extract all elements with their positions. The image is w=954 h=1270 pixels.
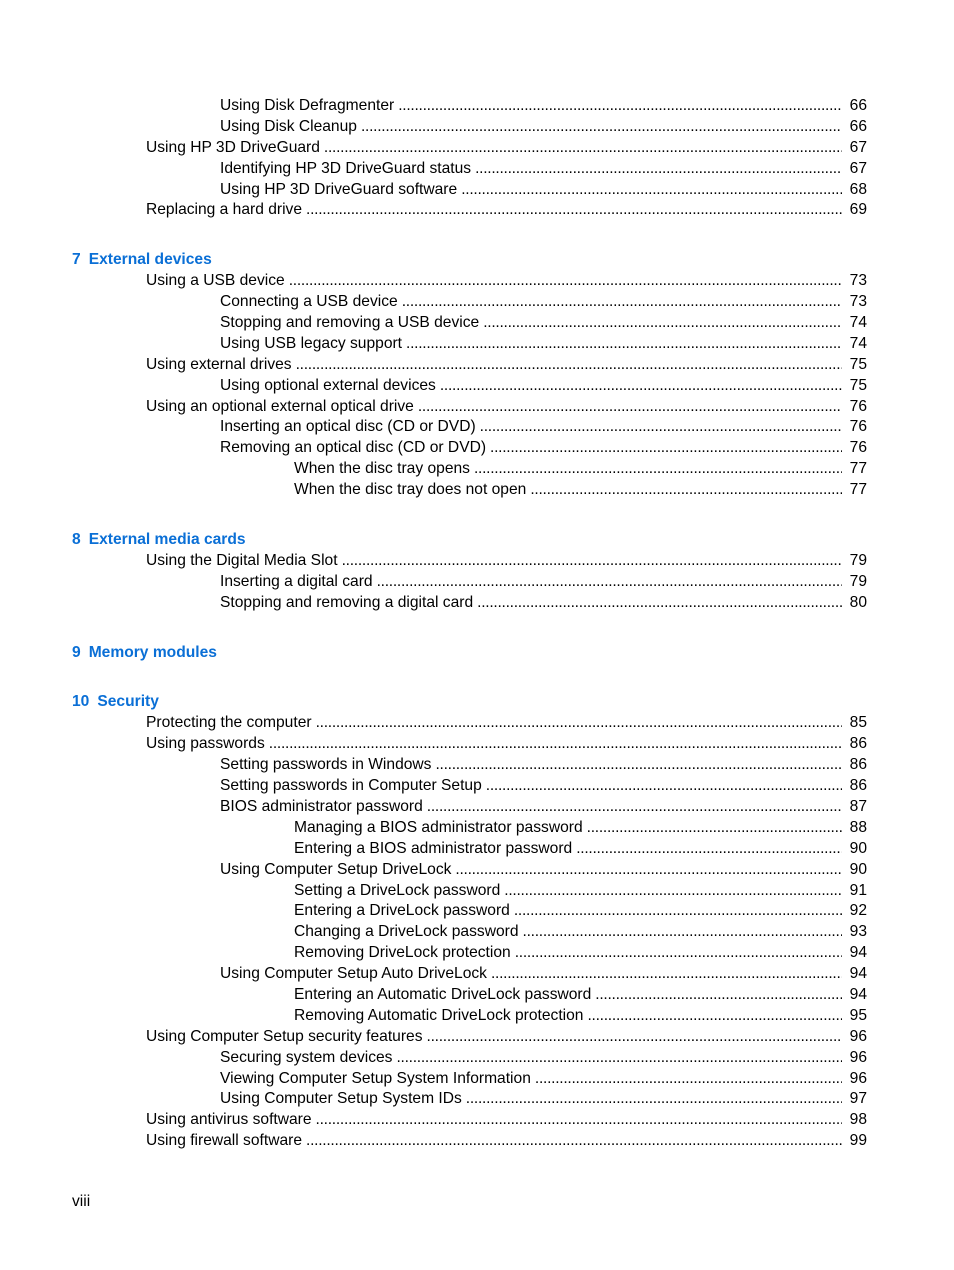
dot-leader — [514, 901, 842, 922]
toc-entry-title: Using external drives — [146, 355, 292, 373]
toc-entry[interactable] — [220, 292, 867, 313]
toc-entry-title: Replacing a hard drive — [146, 201, 303, 219]
dot-leader — [595, 985, 842, 1006]
chapter-heading[interactable] — [72, 692, 954, 713]
toc-entry-page: 73 — [849, 272, 867, 290]
chapter-heading[interactable] — [72, 530, 954, 551]
dot-leader — [491, 964, 842, 985]
toc-entry-page: 79 — [849, 572, 867, 590]
toc-entry-page: 94 — [849, 965, 867, 983]
chapter-heading[interactable] — [72, 250, 954, 271]
toc-entry[interactable] — [294, 1006, 867, 1027]
toc-entry-page: 96 — [849, 1048, 867, 1066]
toc-entry-page: 92 — [849, 902, 867, 920]
toc-entry[interactable] — [220, 334, 867, 355]
dot-leader — [523, 922, 843, 943]
dot-leader — [490, 438, 842, 459]
toc-entry-title: Entering a DriveLock password — [294, 902, 510, 920]
toc-entry[interactable] — [146, 1110, 867, 1131]
chapter-heading[interactable] — [72, 643, 954, 664]
toc-entry-title: Changing a DriveLock password — [294, 923, 519, 941]
toc-entry-page: 74 — [849, 334, 867, 352]
toc-entry-page: 94 — [849, 944, 867, 962]
chapter-number: 8 — [72, 531, 81, 549]
dot-leader — [289, 271, 842, 292]
toc-entry-page: 69 — [849, 201, 867, 219]
toc-entry[interactable] — [220, 417, 867, 438]
toc-entry-page: 74 — [849, 314, 867, 332]
toc-entry-page: 91 — [849, 881, 867, 899]
toc-entry-page: 66 — [849, 97, 867, 114]
toc-entry-title: Entering a BIOS administrator password — [294, 839, 573, 857]
toc-entry-title: Managing a BIOS administrator password — [294, 818, 583, 836]
dot-leader — [530, 480, 842, 501]
toc-entry-title: Using Computer Setup System IDs — [220, 1090, 462, 1108]
toc-entry-page: 67 — [849, 159, 867, 177]
dot-leader — [398, 96, 842, 117]
dot-leader — [316, 1110, 842, 1131]
toc-entry-title: Using the Digital Media Slot — [146, 551, 338, 569]
dot-leader — [418, 397, 842, 418]
toc-entry[interactable] — [146, 734, 867, 755]
toc-entry-page: 66 — [849, 117, 867, 135]
toc-entry[interactable] — [146, 713, 867, 734]
dot-leader — [440, 376, 842, 397]
toc-entry-page: 80 — [849, 593, 867, 611]
toc-entry-title: Using an optional external optical drive — [146, 397, 414, 415]
chapter-number: 7 — [72, 251, 81, 269]
toc-entry-page: 98 — [849, 1111, 867, 1129]
toc-entry[interactable] — [220, 593, 867, 614]
toc-entry-title: Identifying HP 3D DriveGuard status — [220, 159, 472, 177]
dot-leader — [587, 1006, 842, 1027]
toc-entry-page: 96 — [849, 1069, 867, 1087]
dot-leader — [483, 313, 842, 334]
dot-leader — [377, 572, 842, 593]
toc-entry-title: When the disc tray does not open — [294, 481, 527, 499]
toc-entry[interactable] — [294, 901, 867, 922]
toc-entry-title: Removing Automatic DriveLock protection — [294, 1006, 584, 1024]
dot-leader — [324, 138, 842, 159]
toc-entry-title: Protecting the computer — [146, 714, 312, 732]
toc-entry[interactable] — [220, 180, 867, 201]
toc-entry-title: Inserting a digital card — [220, 572, 373, 590]
dot-leader — [306, 1131, 842, 1152]
toc-entry[interactable] — [220, 572, 867, 593]
dot-leader — [587, 818, 842, 839]
toc-entry-page: 93 — [849, 923, 867, 941]
toc-entry-title: Stopping and removing a USB device — [220, 314, 480, 332]
toc-entry-title: Viewing Computer Setup System Information — [220, 1069, 531, 1087]
toc-entry-title: Using Disk Defragmenter — [220, 97, 395, 114]
toc-entry[interactable] — [220, 376, 867, 397]
toc-entry-page: 76 — [849, 418, 867, 436]
toc-entry-title: Using firewall software — [146, 1132, 302, 1150]
toc-entry-page: 90 — [849, 860, 867, 878]
toc-entry[interactable] — [220, 159, 867, 180]
dot-leader — [576, 839, 842, 860]
dot-leader — [486, 776, 842, 797]
toc-entry[interactable] — [146, 1027, 867, 1048]
toc-entry-page: 76 — [849, 397, 867, 415]
chapter-number: 10 — [72, 693, 90, 711]
toc-entry-page: 73 — [849, 293, 867, 311]
dot-leader — [515, 943, 842, 964]
toc-entry[interactable] — [294, 985, 867, 1006]
toc-entry-title: Removing an optical disc (CD or DVD) — [220, 439, 487, 457]
toc-entry[interactable] — [220, 1069, 867, 1090]
toc-entry-title: Securing system devices — [220, 1048, 393, 1066]
toc-entry-title: Stopping and removing a digital card — [220, 593, 474, 611]
toc-entry[interactable] — [146, 1131, 867, 1152]
dot-leader — [296, 355, 842, 376]
chapter-title: External media cards — [88, 531, 246, 549]
toc-entry-page: 76 — [849, 439, 867, 457]
toc-entry[interactable] — [294, 459, 867, 480]
toc-entry-title: Using Computer Setup Auto DriveLock — [220, 965, 487, 983]
dot-leader — [455, 860, 842, 881]
toc-entry-page: 88 — [849, 818, 867, 836]
dot-leader — [474, 459, 842, 480]
dot-leader — [269, 734, 842, 755]
chapter-title: External devices — [88, 251, 212, 269]
toc-entry-title: Using Computer Setup DriveLock — [220, 860, 452, 878]
toc-entry-title: Using optional external devices — [220, 376, 436, 394]
toc-entry[interactable] — [220, 1048, 867, 1069]
dot-leader — [477, 593, 842, 614]
toc-entry[interactable] — [146, 271, 867, 292]
toc-entry[interactable] — [294, 839, 867, 860]
toc-entry-title: Using passwords — [146, 735, 265, 753]
dot-leader — [406, 334, 842, 355]
dot-leader — [461, 180, 842, 201]
dot-leader — [396, 1048, 842, 1069]
toc-entry-title: Using antivirus software — [146, 1111, 312, 1129]
toc-entry-title: Entering an Automatic DriveLock password — [294, 985, 592, 1003]
toc-entry-title: Removing DriveLock protection — [294, 944, 511, 962]
toc-entry-title: BIOS administrator password — [220, 797, 423, 815]
toc-entry-page: 79 — [849, 551, 867, 569]
toc-entry-title: Setting passwords in Windows — [220, 756, 432, 774]
toc-entry[interactable] — [220, 117, 867, 138]
toc-entry[interactable] — [146, 138, 867, 159]
toc-entry[interactable] — [220, 438, 867, 459]
toc-entry-page: 67 — [849, 138, 867, 156]
dot-leader — [480, 417, 842, 438]
toc-entry[interactable] — [294, 881, 867, 902]
toc-entry[interactable] — [220, 96, 867, 117]
toc-entry[interactable] — [146, 200, 867, 221]
dot-leader — [306, 200, 842, 221]
toc-entry-page: 99 — [849, 1132, 867, 1150]
dot-leader — [427, 797, 842, 818]
toc-entry-title: Using USB legacy support — [220, 334, 403, 352]
toc-entry[interactable] — [146, 551, 867, 572]
toc-entry[interactable] — [220, 313, 867, 334]
dot-leader — [361, 117, 842, 138]
dot-leader — [402, 292, 842, 313]
dot-leader — [316, 713, 842, 734]
dot-leader — [435, 755, 842, 776]
dot-leader — [466, 1089, 842, 1110]
toc-entry-page: 86 — [849, 777, 867, 795]
toc-entry-title: Using a USB device — [146, 272, 285, 290]
toc-entry-title: Connecting a USB device — [220, 293, 398, 311]
toc-entry-title: Setting passwords in Computer Setup — [220, 777, 482, 795]
chapter-title: Memory modules — [88, 643, 217, 661]
toc-entry-page: 77 — [849, 481, 867, 499]
toc-entry-title: Inserting an optical disc (CD or DVD) — [220, 418, 476, 436]
dot-leader — [475, 159, 842, 180]
toc-entry[interactable] — [294, 943, 867, 964]
dot-leader — [535, 1069, 842, 1090]
table-of-contents — [0, 96, 954, 1152]
toc-entry[interactable] — [294, 480, 867, 501]
toc-entry[interactable] — [220, 797, 867, 818]
toc-entry[interactable] — [220, 860, 867, 881]
toc-entry[interactable] — [294, 922, 867, 943]
dot-leader — [427, 1027, 843, 1048]
toc-entry-title: Using Disk Cleanup — [220, 117, 357, 135]
toc-entry-page: 68 — [849, 180, 867, 198]
toc-entry-page: 75 — [849, 355, 867, 373]
toc-entry[interactable] — [220, 776, 867, 797]
toc-entry-title: Setting a DriveLock password — [294, 881, 501, 899]
toc-entry[interactable] — [220, 1089, 867, 1110]
toc-entry-page: 96 — [849, 1027, 867, 1045]
toc-entry-page: 86 — [849, 735, 867, 753]
toc-entry-page: 95 — [849, 1006, 867, 1024]
toc-entry-page: 94 — [849, 985, 867, 1003]
toc-entry-page: 77 — [849, 460, 867, 478]
toc-entry-page: 86 — [849, 756, 867, 774]
toc-entry[interactable] — [146, 355, 867, 376]
toc-entry-page: 75 — [849, 376, 867, 394]
toc-entry[interactable] — [294, 818, 867, 839]
toc-entry-page: 90 — [849, 839, 867, 857]
toc-entry-title: Using HP 3D DriveGuard software — [220, 180, 458, 198]
toc-entry-title: Using HP 3D DriveGuard — [146, 138, 320, 156]
toc-entry-title: When the disc tray opens — [294, 460, 470, 478]
chapter-title: Security — [97, 693, 159, 711]
toc-entry[interactable] — [220, 755, 867, 776]
toc-entry-page: 87 — [849, 797, 867, 815]
dot-leader — [342, 551, 842, 572]
toc-entry-page: 97 — [849, 1090, 867, 1108]
toc-entry-title: Using Computer Setup security features — [146, 1027, 423, 1045]
page-number-footer: viii — [72, 1193, 91, 1210]
toc-entry[interactable] — [220, 964, 867, 985]
toc-entry[interactable] — [146, 397, 867, 418]
chapter-number: 9 — [72, 643, 81, 661]
dot-leader — [504, 881, 842, 902]
toc-entry-page: 85 — [849, 714, 867, 732]
